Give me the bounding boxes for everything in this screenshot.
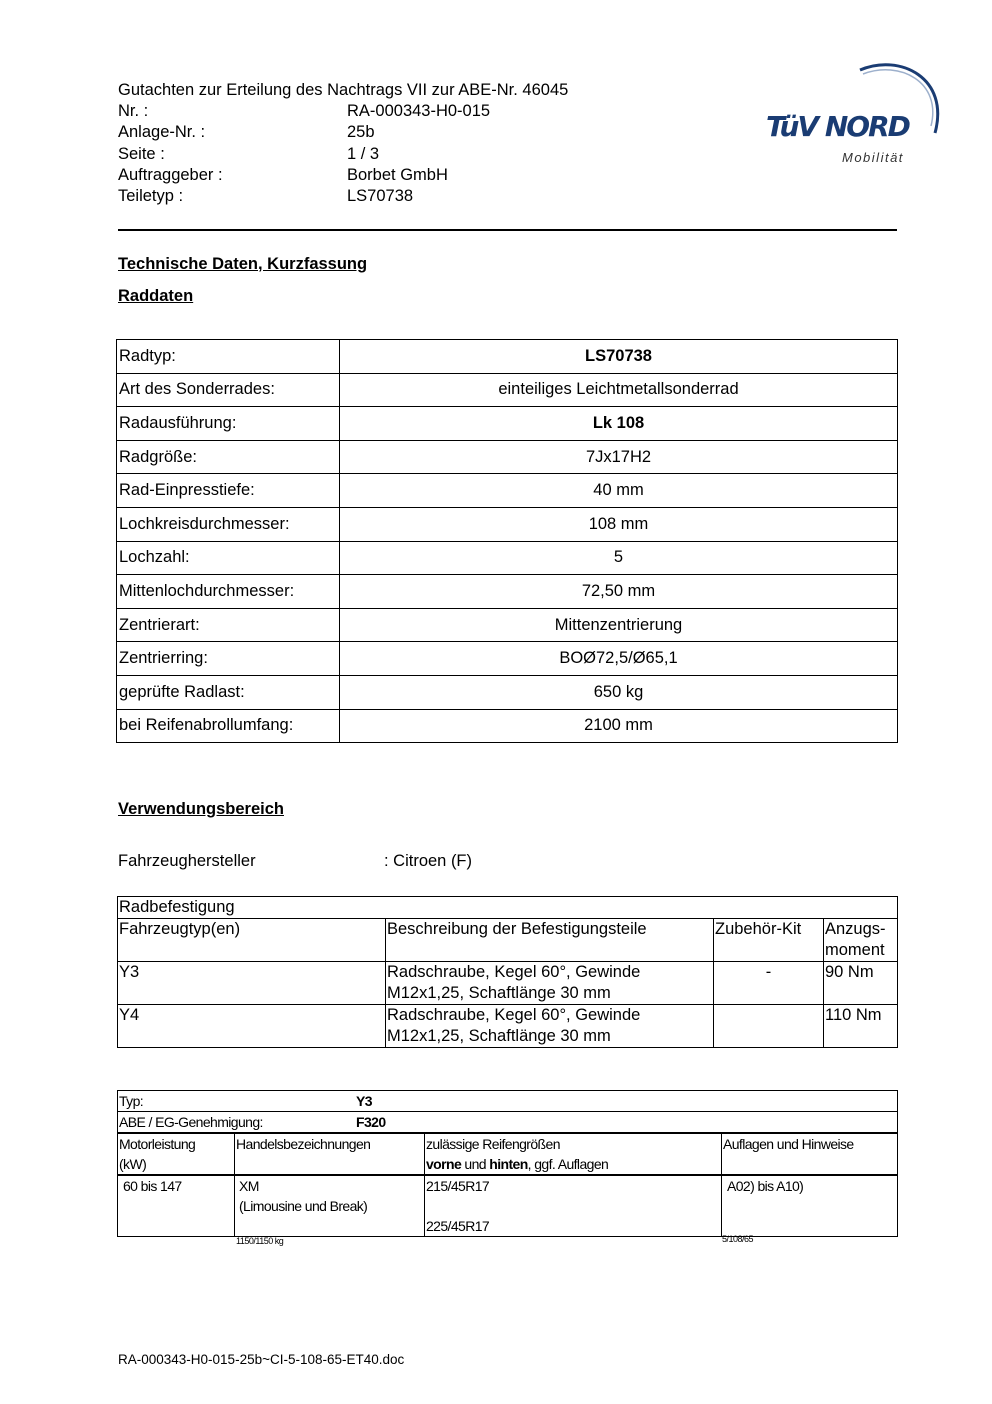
table-row: Rad-Einpresstiefe: 40 mm — [117, 474, 898, 508]
header-row-nr: Nr. : RA-000343-H0-015 — [118, 102, 491, 121]
wheel-data-table — [116, 339, 898, 743]
document-header — [118, 80, 568, 207]
logo-subtitle: Mobilität — [842, 150, 904, 165]
table-header-row: Fahrzeugtyp(en) Beschreibung der Befestigungsteile Zubehör-Kit Anzugs- moment — [118, 919, 898, 962]
table-row: Y4 Radschraube, Kegel 60°, Gewinde M12x1,25, Schaftlänge 30 mm 110 Nm — [118, 1005, 898, 1048]
table-row: Art des Sonderrades: einteiliges Leichtmetallsonderrad — [117, 373, 898, 407]
approval-value: F320 — [356, 1114, 386, 1130]
header-row-teiletyp: Teiletyp : LS70738 — [118, 187, 414, 206]
table-row — [118, 1091, 898, 1112]
table-row — [118, 1112, 898, 1134]
manufacturer-label: Fahrzeughersteller — [118, 852, 256, 870]
table-row: Zentrierring: BOØ72,5/Ø65,1 — [117, 642, 898, 676]
vehicle-type-table — [117, 1090, 898, 1237]
table-row: Radausführung: Lk 108 — [117, 407, 898, 441]
manufacturer-value: : Citroen (F) — [384, 852, 473, 870]
table-header-row: Motorleistung (kW) Handelsbezeichnungen zulässige Reifengrößen vorne und hinten, ggf. Auflagen Auflagen und Hinweise — [118, 1133, 898, 1175]
table-row: Radgröße: 7Jx17H2 — [117, 440, 898, 474]
table-row: Zentrierart: Mittenzentrierung — [117, 608, 898, 642]
document-filename: RA-000343-H0-015-25b~CI-5-108-65-ET40.doc — [118, 1352, 405, 1367]
approval-label: ABE / EG-Genehmigung: — [119, 1114, 263, 1130]
type-label: Typ: — [119, 1093, 144, 1109]
header-row-anlage: Anlage-Nr. : 25b — [118, 123, 375, 142]
document-title: Gutachten zur Erteilung des Nachtrags VII zur ABE-Nr. 46045 — [118, 81, 569, 99]
section-heading-technische-daten: Technische Daten, Kurzfassung — [118, 255, 368, 273]
table-row — [118, 897, 898, 919]
wheel-fixing-table — [117, 896, 898, 1048]
table-row: bei Reifenabrollumfang: 2100 mm — [117, 709, 898, 743]
manufacturer-line — [118, 852, 472, 871]
table-row: Y3 Radschraube, Kegel 60°, Gewinde M12x1,25, Schaftlänge 30 mm - 90 Nm — [118, 962, 898, 1005]
header-row-auftraggeber: Auftraggeber : Borbet GmbH — [118, 165, 448, 184]
header-row-seite: Seite : 1 / 3 — [118, 144, 380, 163]
bolt-pattern-footnote: 5/108/65 — [722, 1234, 754, 1244]
section-heading-verwendungsbereich: Verwendungsbereich — [118, 800, 284, 818]
table-row: geprüfte Radlast: 650 kg — [117, 675, 898, 709]
logo-wordmark: TüV NORD — [766, 110, 909, 143]
table-row: Lochkreisdurchmesser: 108 mm — [117, 507, 898, 541]
header-divider — [118, 229, 897, 231]
tuv-nord-logo — [760, 58, 945, 173]
weight-footnote: 1150/1150 kg — [236, 1236, 284, 1246]
table-row: 60 bis 147 XM (Limousine und Break) 215/45R17 225/45R17 A02) bis A10) — [118, 1175, 898, 1237]
table-row: Lochzahl: 5 — [117, 541, 898, 575]
section-heading-raddaten: Raddaten — [118, 287, 194, 305]
fixing-title: Radbefestigung — [118, 897, 898, 919]
type-value: Y3 — [356, 1093, 372, 1109]
table-row: Radtyp: LS70738 — [117, 340, 898, 374]
table-row: Mittenlochdurchmesser: 72,50 mm — [117, 575, 898, 609]
